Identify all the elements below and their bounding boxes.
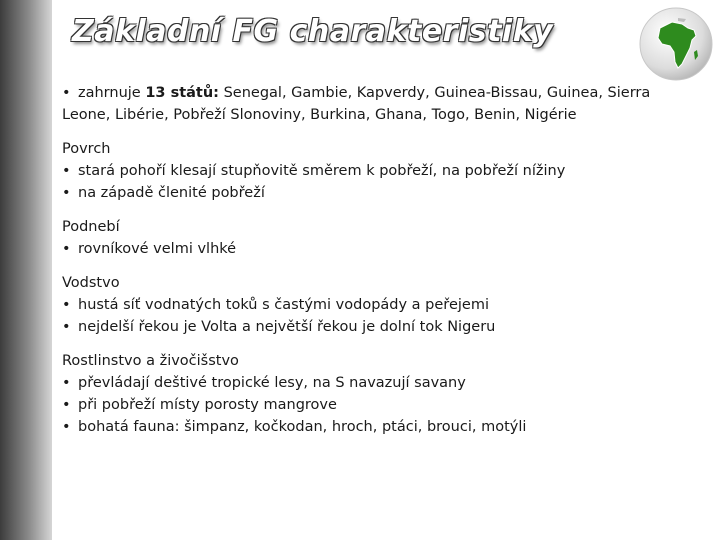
list-item (62, 182, 702, 204)
bullet-mark: • (62, 241, 71, 257)
list-item (62, 372, 702, 394)
list-item-text: při pobřeží místy porosty mangrove (78, 397, 337, 413)
bullet-mark: • (62, 163, 71, 179)
list-item (62, 294, 702, 316)
intro-paragraph (62, 82, 702, 126)
list-item (62, 416, 702, 438)
list-item-text: hustá síť vodnatých toků s častými vodopády a peřejemi (78, 297, 489, 313)
section-povrch (62, 138, 702, 204)
list-item (62, 160, 702, 182)
section-heading: Povrch (62, 141, 111, 157)
section-heading: Vodstvo (62, 275, 120, 291)
bullet-mark: • (62, 185, 71, 201)
left-decorative-bar (0, 0, 52, 540)
slide-content (62, 82, 702, 450)
bullet-mark: • (62, 85, 71, 101)
intro-text: Senegal, Gambie, Kapverdy, Guinea-Bissau, Guinea, Sierra Leone, Libérie, Pobřeží Slonoviny, Burkina, Ghana, Togo, Benin, Nigérie (62, 85, 651, 123)
intro-prefix: zahrnuje (78, 85, 146, 101)
section-podnebi (62, 216, 702, 260)
bullet-mark: • (62, 397, 71, 413)
section-rostlinstvo (62, 350, 702, 438)
list-item-text: převládají deštivé tropické lesy, na S navazují savany (78, 375, 466, 391)
list-item-text: stará pohoří klesají stupňovitě směrem k pobřeží, na pobřeží nížiny (78, 163, 566, 179)
section-heading: Podnebí (62, 219, 120, 235)
intro-bold: 13 států: (145, 85, 219, 101)
section-vodstvo (62, 272, 702, 338)
list-item (62, 394, 702, 416)
list-item-text: na západě členité pobřeží (78, 185, 265, 201)
bullet-mark: • (62, 419, 71, 435)
bullet-mark: • (62, 319, 71, 335)
list-item-text: bohatá fauna: šimpanz, kočkodan, hroch, ptáci, brouci, motýli (78, 419, 527, 435)
list-item-text: rovníkové velmi vlhké (78, 241, 237, 257)
list-item (62, 238, 702, 260)
section-heading: Rostlinstvo a živočišstvo (62, 353, 239, 369)
bullet-mark: • (62, 375, 71, 391)
list-item-text: nejdelší řekou je Volta a největší řekou je dolní tok Nigeru (78, 319, 496, 335)
bullet-mark: • (62, 297, 71, 313)
globe-africa-icon (638, 6, 714, 82)
page-title: Základní FG charakteristiky (72, 14, 554, 49)
list-item (62, 316, 702, 338)
